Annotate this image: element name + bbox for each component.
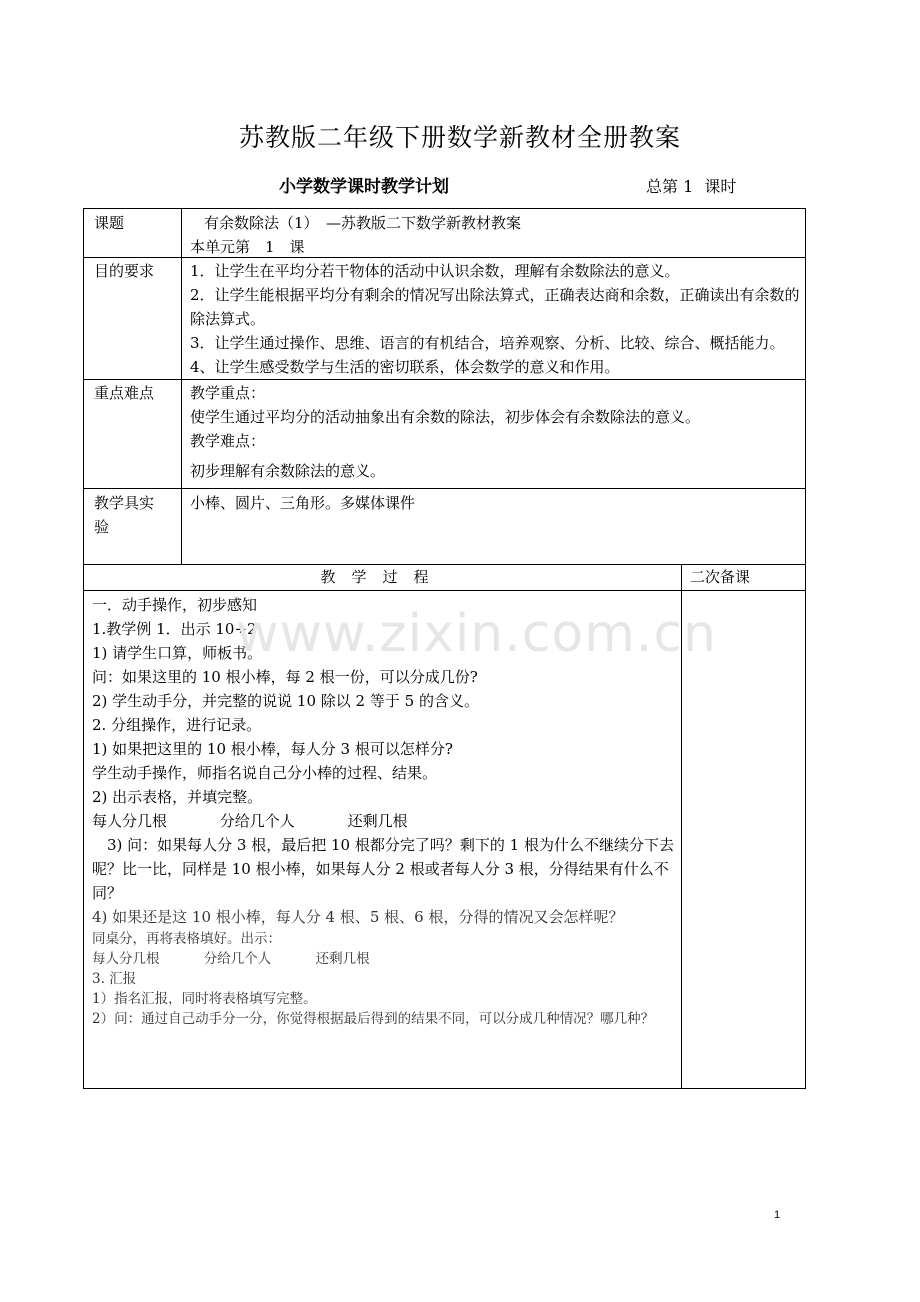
record-table-headings [92, 809, 677, 833]
process-line: 3. 汇报 [92, 971, 137, 987]
keypoints-label: 重点难点 [94, 384, 155, 402]
row-divider [84, 590, 805, 591]
process-line: 同桌分，再将表格填好。出示： [92, 931, 281, 947]
heading-remaining: 还剩几根 [347, 812, 408, 830]
process-line: 2. 分组操作，进行记录。 [92, 716, 262, 734]
goal-item: 3．让学生通过操作、思维、语言的有机结合，培养观察、分析、比较、综合、概括能力。4、让学生感受数学与生活的密切联系，体会数学的意义和作用。 [190, 334, 785, 376]
topic-cell [190, 211, 521, 259]
keypoint-text: 使学生通过平均分的活动抽象出有余数的除法，初步体会有余数除法的意义。 [190, 408, 701, 426]
topic-title: 有余数除法（1） —苏教版二下数学新教材教案 [204, 214, 522, 232]
process-line: 1.教学例 1．出示 10÷2 [92, 620, 257, 638]
watermark: www.zixin.com.cn [236, 604, 717, 664]
process-line: 1) 如果把这里的 10 根小棒，每人分 3 根可以怎样分? [92, 740, 453, 758]
tools-text: 小棒、圆片、三角形。多媒体课件 [190, 494, 416, 512]
document-title: 苏教版二年级下册数学新教材全册教案 [238, 123, 681, 152]
heading-per-person: 每人分几根 [92, 812, 168, 830]
keypoint-heading: 教学重点： [190, 384, 266, 402]
tools-label-line2: 验 [94, 518, 110, 536]
total-lesson-count [646, 174, 742, 197]
goals-label: 目的要求 [94, 262, 155, 280]
difficulty-text: 初步理解有余数除法的意义。 [190, 462, 386, 480]
process-question: 3) 问：如果每人分 3 根，最后把 10 根都分完了吗？剩下的 1 根为什么不继续分下去呢？比一比，同样是 10 根小棒，如果每人分 2 根或者每人分 3 根，分得结果有什么不同？ [92, 836, 674, 902]
process-question: 4) 如果还是这 10 根小棒，每人分 4 根、5 根、6 根，分得的情况又会怎样呢？ [92, 908, 624, 926]
total-prefix: 总第 1 [646, 177, 694, 196]
goals-cell [190, 259, 800, 379]
process-line: 2) 学生动手分，并完整的说说 10 除以 2 等于 5 的含义。 [92, 692, 479, 710]
process-line: 1）指名汇报，同时将表格填写完整。 [92, 991, 317, 1007]
heading-people-count: 分给几个人 [203, 951, 272, 967]
heading-remaining: 还剩几根 [315, 951, 370, 967]
process-line: 一．动手操作，初步感知 [92, 596, 258, 614]
process-line: 1) 请学生口算，师板书。 [92, 644, 263, 662]
second-prep-header: 二次备课 [690, 568, 751, 586]
process-line: 学生动手操作，师指名说自己分小棒的过程、结果。 [92, 764, 438, 782]
page-number: 1 [774, 1209, 781, 1221]
row-divider [84, 564, 805, 565]
goal-item: 1．让学生在平均分若干物体的活动中认识余数，理解有余数除法的意义。 [190, 262, 680, 280]
process-question: 2）问：通过自己动手分一分，你觉得根据最后得到的结果不同，可以分成几种情况？哪几种？ [92, 1011, 655, 1027]
difficulty-heading: 教学难点： [190, 432, 266, 450]
process-header: 教学过程 [320, 568, 445, 586]
topic-lesson-number: 本单元第 1 课 [190, 238, 305, 256]
row-divider [84, 488, 805, 489]
record-table-headings-2 [92, 949, 677, 969]
tools-label-line1: 教学具实 [94, 494, 155, 512]
process-line: 2) 出示表格，并填完整。 [92, 788, 263, 806]
process-line: 问：如果这里的 10 根小棒，每 2 根一份，可以分成几份? [92, 668, 478, 686]
heading-per-person: 每人分几根 [92, 951, 160, 967]
row-divider [84, 379, 805, 380]
label-column-divider [181, 209, 182, 564]
keypoints-cell [190, 381, 800, 483]
topic-label: 课题 [94, 214, 125, 232]
tools-label [94, 491, 154, 539]
lesson-plan-subtitle: 小学数学课时教学计划 [279, 177, 449, 197]
total-suffix: 课时 [704, 177, 737, 196]
heading-people-count: 分给几个人 [219, 812, 295, 830]
goal-item: 2．让学生能根据平均分有剩余的情况写出除法算式，正确表达商和余数，正确读出有余数的除法算式。 [190, 286, 800, 328]
